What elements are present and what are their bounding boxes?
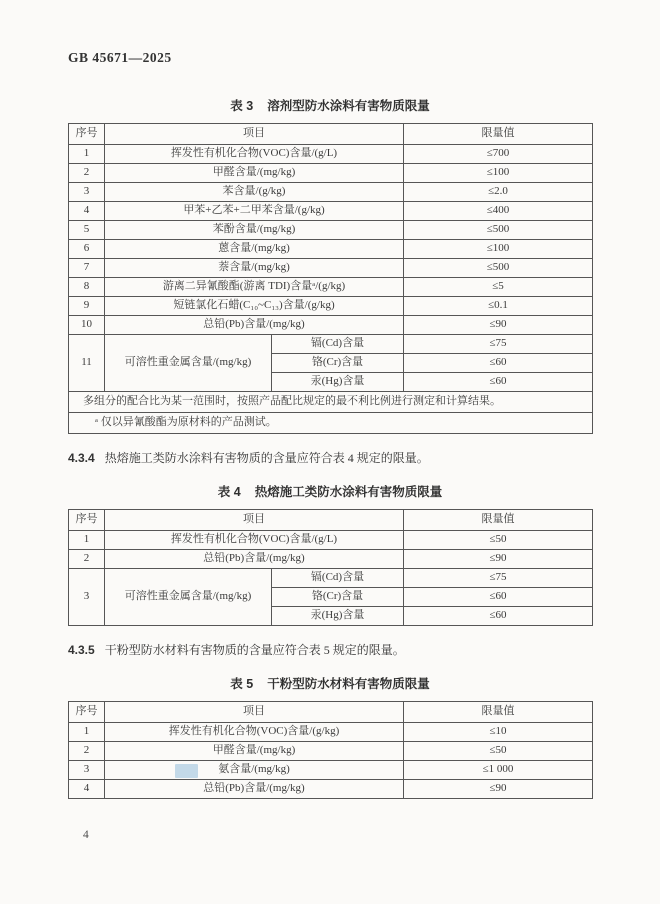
table3-note: 多组分的配合比为某一范围时，按照产品配比规定的最不利比例进行测定和计算结果。	[69, 392, 593, 413]
section-4-3-5-paragraph	[68, 641, 592, 658]
cell-limit: ≤50	[404, 742, 593, 761]
table3-caption-label: 表 3	[230, 99, 254, 113]
cell-item: 挥发性有机化合物(VOC)含量/(g/L)	[105, 145, 404, 164]
table-row	[69, 278, 593, 297]
cell-no: 4	[69, 780, 105, 799]
col-header-item: 项目	[105, 510, 404, 531]
cell-item-with-watermark	[105, 761, 404, 780]
cell-item: 短链氯化石蜡(C₁₀~C₁₃)含量/(g/kg)	[105, 297, 404, 316]
cell-limit: ≤500	[404, 259, 593, 278]
table3-solvent-type-limits	[68, 123, 593, 434]
cell-limit: ≤700	[404, 145, 593, 164]
cell-limit: ≤500	[404, 221, 593, 240]
table3-caption	[68, 96, 592, 114]
col-header-no: 序号	[69, 702, 105, 723]
table4-hot-melt-limits	[68, 509, 593, 626]
cell-item: 氨含量/(mg/kg)	[218, 763, 290, 776]
cell-no: 1	[69, 145, 105, 164]
cell-no: 2	[69, 742, 105, 761]
table5-caption-label: 表 5	[230, 677, 254, 691]
cell-item: 挥发性有机化合物(VOC)含量/(g/L)	[105, 531, 404, 550]
cell-item-merged: 可溶性重金属含量/(mg/kg)	[105, 335, 272, 392]
table-row	[69, 202, 593, 221]
cell-no: 4	[69, 202, 105, 221]
table5-caption	[68, 674, 592, 692]
cell-no: 2	[69, 164, 105, 183]
table5-header-row	[69, 702, 593, 723]
cell-no: 11	[69, 335, 105, 392]
page-number: 4	[83, 829, 89, 841]
cell-limit: ≤75	[404, 335, 593, 354]
cell-limit: ≤90	[404, 780, 593, 799]
table-row	[69, 145, 593, 164]
col-header-limit: 限量值	[404, 510, 593, 531]
section-number: 4.3.4	[68, 451, 95, 465]
table-row	[69, 183, 593, 202]
cell-limit: ≤100	[404, 240, 593, 259]
cell-item: 甲醛含量/(mg/kg)	[105, 742, 404, 761]
table-row	[69, 164, 593, 183]
cell-limit: ≤50	[404, 531, 593, 550]
table-row	[69, 723, 593, 742]
cell-subitem: 镉(Cd)含量	[272, 569, 404, 588]
cell-item-merged: 可溶性重金属含量/(mg/kg)	[105, 569, 272, 626]
cell-limit: ≤60	[404, 354, 593, 373]
col-header-item: 项目	[105, 124, 404, 145]
cell-item: 蒽含量/(mg/kg)	[105, 240, 404, 259]
table3-header-row	[69, 124, 593, 145]
table4-caption-title: 热熔施工类防水涂料有害物质限量	[254, 485, 443, 499]
table-row	[69, 780, 593, 799]
cell-item: 苯含量/(g/kg)	[105, 183, 404, 202]
table4-header-row	[69, 510, 593, 531]
cell-no: 3	[69, 569, 105, 626]
col-header-no: 序号	[69, 510, 105, 531]
cell-item: 苯酚含量/(mg/kg)	[105, 221, 404, 240]
cell-no: 1	[69, 723, 105, 742]
table-row-group	[69, 569, 593, 588]
cell-item: 甲苯+乙苯+二甲苯含量/(g/kg)	[105, 202, 404, 221]
cell-subitem: 铬(Cr)含量	[272, 354, 404, 373]
cell-no: 5	[69, 221, 105, 240]
cell-limit: ≤75	[404, 569, 593, 588]
section-number: 4.3.5	[68, 643, 95, 657]
cell-item: 挥发性有机化合物(VOC)含量/(g/kg)	[105, 723, 404, 742]
cell-limit: ≤60	[404, 373, 593, 392]
cell-limit: ≤100	[404, 164, 593, 183]
table3-footnote: ᵃ 仅以异氰酸酯为原材料的产品测试。	[69, 413, 593, 434]
section-text: 热熔施工类防水涂料有害物质的含量应符合表 4 规定的限量。	[104, 451, 429, 465]
cell-subitem: 镉(Cd)含量	[272, 335, 404, 354]
cell-no: 3	[69, 183, 105, 202]
table5-dry-powder-limits	[68, 701, 593, 799]
cell-item: 萘含量/(mg/kg)	[105, 259, 404, 278]
cell-limit: ≤400	[404, 202, 593, 221]
cell-item: 甲醛含量/(mg/kg)	[105, 164, 404, 183]
cell-limit: ≤2.0	[404, 183, 593, 202]
cell-limit: ≤0.1	[404, 297, 593, 316]
cell-limit: ≤5	[404, 278, 593, 297]
table-row	[69, 297, 593, 316]
standard-number-header: GB 45671—2025	[68, 50, 172, 65]
table-row	[69, 761, 593, 780]
cell-limit: ≤1 000	[404, 761, 593, 780]
cell-no: 8	[69, 278, 105, 297]
cell-subitem: 汞(Hg)含量	[272, 373, 404, 392]
table-row	[69, 316, 593, 335]
cell-no: 9	[69, 297, 105, 316]
section-text: 干粉型防水材料有害物质的含量应符合表 5 规定的限量。	[104, 643, 405, 657]
cell-no: 1	[69, 531, 105, 550]
table-row	[69, 742, 593, 761]
table4-caption	[68, 482, 592, 500]
cell-item: 总铅(Pb)含量/(mg/kg)	[105, 780, 404, 799]
col-header-item: 项目	[105, 702, 404, 723]
table-row	[69, 550, 593, 569]
cell-no: 3	[69, 761, 105, 780]
cell-limit: ≤90	[404, 550, 593, 569]
table3-caption-title: 溶剂型防水涂料有害物质限量	[267, 99, 430, 113]
section-4-3-4-paragraph	[68, 449, 592, 466]
cell-no: 7	[69, 259, 105, 278]
cell-no: 10	[69, 316, 105, 335]
cell-subitem: 铬(Cr)含量	[272, 588, 404, 607]
cell-subitem: 汞(Hg)含量	[272, 607, 404, 626]
cell-no: 6	[69, 240, 105, 259]
cell-limit: ≤60	[404, 607, 593, 626]
col-header-limit: 限量值	[404, 124, 593, 145]
cell-limit: ≤90	[404, 316, 593, 335]
cell-item: 总铅(Pb)含量/(mg/kg)	[105, 550, 404, 569]
table-note-row	[69, 392, 593, 413]
table5-caption-title: 干粉型防水材料有害物质限量	[267, 677, 430, 691]
cell-limit: ≤60	[404, 588, 593, 607]
table4-caption-label: 表 4	[217, 485, 241, 499]
table-row	[69, 240, 593, 259]
cell-item: 总铅(Pb)含量/(mg/kg)	[105, 316, 404, 335]
table-row-group	[69, 335, 593, 354]
table-row	[69, 531, 593, 550]
cell-no: 2	[69, 550, 105, 569]
cell-item: 游离二异氰酸酯(游离 TDI)含量ᵃ/(g/kg)	[105, 278, 404, 297]
table-row	[69, 221, 593, 240]
table-footnote-row	[69, 413, 593, 434]
scan-watermark-artifact	[175, 764, 198, 778]
col-header-limit: 限量值	[404, 702, 593, 723]
cell-limit: ≤10	[404, 723, 593, 742]
table-row	[69, 259, 593, 278]
col-header-no: 序号	[69, 124, 105, 145]
